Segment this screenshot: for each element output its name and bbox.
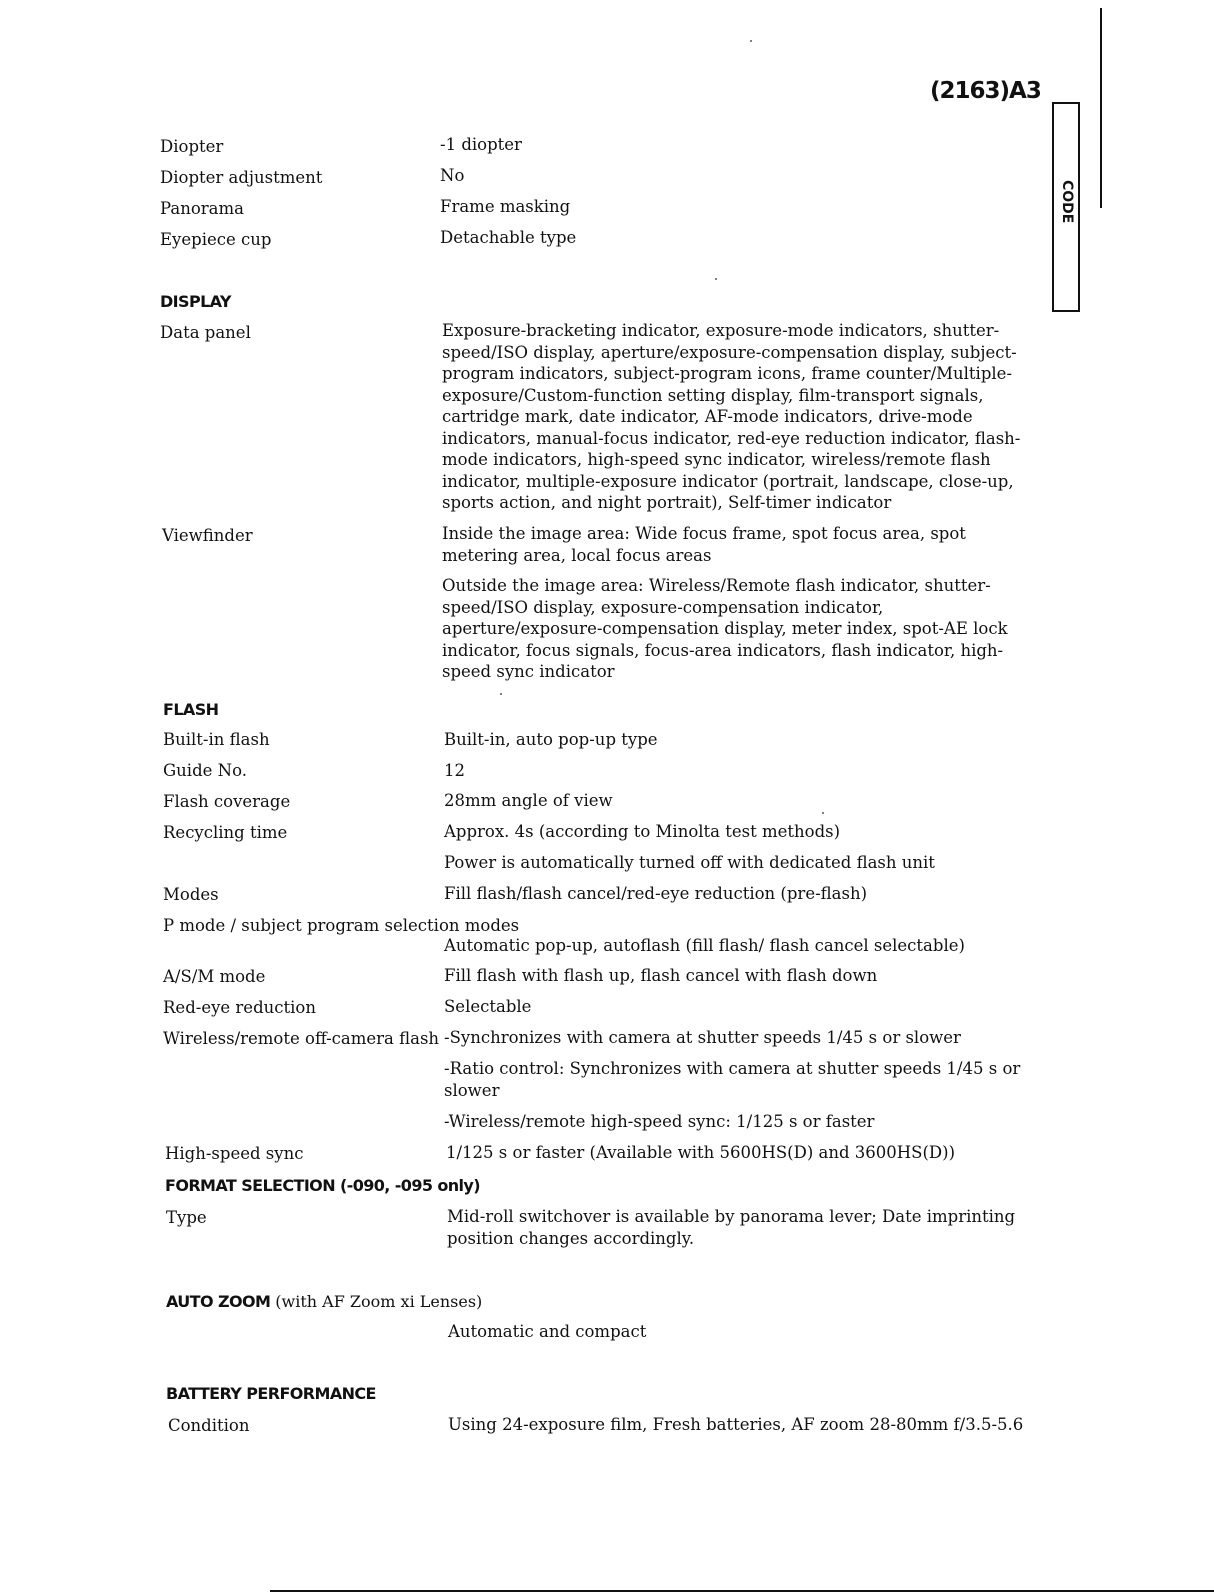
spec-label-red-eye: Red-eye reduction [163, 998, 316, 1017]
spec-label-type: Type [166, 1208, 207, 1227]
spec-value-wireless-flash-2: -Ratio control: Synchronizes with camera at shutter speeds 1/45 s or slower [444, 1059, 1021, 1100]
spec-label-eyepiece-cup: Eyepiece cup [160, 230, 272, 249]
spec-label-diopter-adjustment: Diopter adjustment [160, 168, 323, 187]
spec-value-wireless-flash-3: -Wireless/remote high-speed sync: 1/125 s or faster [444, 1112, 875, 1131]
spec-value-data-panel: Exposure-bracketing indicator, exposure-mode indicators, shutter-speed/ISO display, aperture/exposure-compensation display, subject-program indicators, subject-program icons, frame counter/Multiple-exposure/Custom-function setting display, film-transport signals, cartridge mark, date indicator, AF-mode indicators, drive-mode indicators, manual-focus indicator, red-eye reduction indicator, flash-mode indicators, high-speed sync indicator, wireless/remote flash indicator, multiple-exposure indicator (portrait, landscape, close-up, sports action, and night portrait), Self-timer indicator [442, 321, 1021, 512]
spec-value-recycling-note: Power is automatically turned off with dedicated flash unit [444, 853, 935, 872]
spec-value-modes: Fill flash/flash cancel/red-eye reduction (pre-flash) [444, 884, 868, 903]
spec-value-type: Mid-roll switchover is available by panorama lever; Date imprinting position changes accordingly. [447, 1207, 1016, 1248]
spec-label-modes: Modes [163, 885, 219, 904]
code-tab-label: CODE [1059, 180, 1075, 224]
section-heading-flash: FLASH [163, 700, 219, 719]
scan-speck [715, 278, 717, 280]
spec-value-viewfinder-outside: Outside the image area: Wireless/Remote flash indicator, shutter-speed/ISO display, exposure-compensation indicator, aperture/exposure-compensation display, meter index, spot-AE lock indicator, focus signals, focus-area indicators, flash indicator, high-speed sync indicator [442, 576, 1008, 681]
spec-label-flash-coverage: Flash coverage [163, 792, 291, 811]
section-heading-battery-performance: BATTERY PERFORMANCE [166, 1384, 376, 1403]
spec-value-flash-coverage: 28mm angle of view [444, 791, 613, 810]
auto-zoom-heading-text: AUTO ZOOM [166, 1292, 271, 1311]
spec-value-red-eye: Selectable [444, 997, 532, 1016]
spec-value-condition: Using 24-exposure film, Fresh batteries, AF zoom 28-80mm f/3.5-5.6 [448, 1415, 1024, 1434]
section-heading-display: DISPLAY [160, 292, 231, 311]
spec-label-condition: Condition [168, 1416, 250, 1435]
scan-speck [500, 693, 502, 695]
spec-value-p-mode: Automatic pop-up, autoflash (fill flash/ flash cancel selectable) [444, 936, 965, 955]
spec-value-viewfinder-inside: Inside the image area: Wide focus frame, spot focus area, spot metering area, local focus areas [442, 524, 966, 565]
spec-label-data-panel: Data panel [160, 323, 251, 342]
scan-speck [822, 812, 824, 814]
scan-speck [750, 40, 752, 42]
spec-value-eyepiece-cup: Detachable type [440, 228, 577, 247]
spec-value-panorama: Frame masking [440, 197, 571, 216]
spec-label-p-mode: P mode / subject program selection modes [163, 916, 520, 935]
section-heading-auto-zoom [166, 1291, 766, 1313]
spec-value-auto-zoom: Automatic and compact [448, 1322, 647, 1341]
spec-value-wireless-flash-1: -Synchronizes with camera at shutter speeds 1/45 s or slower [444, 1028, 961, 1047]
bottom-edge-line [270, 1590, 1214, 1592]
spec-label-wireless-flash: Wireless/remote off-camera flash [163, 1029, 440, 1048]
spec-value-built-in-flash: Built-in, auto pop-up type [444, 730, 658, 749]
document-code: (2163)A3 [930, 78, 1041, 104]
right-edge-line [1100, 8, 1102, 208]
spec-value-recycling-time: Approx. 4s (according to Minolta test methods) [444, 822, 841, 841]
spec-value-diopter: -1 diopter [440, 135, 522, 154]
spec-value-high-speed-sync: 1/125 s or faster (Available with 5600HS(D) and 3600HS(D)) [446, 1143, 956, 1162]
section-heading-format-selection: FORMAT SELECTION (-090, -095 only) [165, 1176, 480, 1195]
spec-label-asm-mode: A/S/M mode [163, 967, 266, 986]
auto-zoom-heading-suffix: (with AF Zoom xi Lenses) [275, 1292, 483, 1311]
spec-label-recycling-time: Recycling time [163, 823, 288, 842]
spec-label-guide-no: Guide No. [163, 761, 247, 780]
spec-value-guide-no: 12 [444, 761, 465, 780]
spec-label-built-in-flash: Built-in flash [163, 730, 270, 749]
spec-value-diopter-adjustment: No [440, 166, 465, 185]
spec-label-viewfinder: Viewfinder [162, 526, 253, 545]
spec-label-high-speed-sync: High-speed sync [165, 1144, 304, 1163]
spec-value-asm-mode: Fill flash with flash up, flash cancel with flash down [444, 966, 878, 985]
spec-label-diopter: Diopter [160, 137, 224, 156]
spec-label-panorama: Panorama [160, 199, 244, 218]
